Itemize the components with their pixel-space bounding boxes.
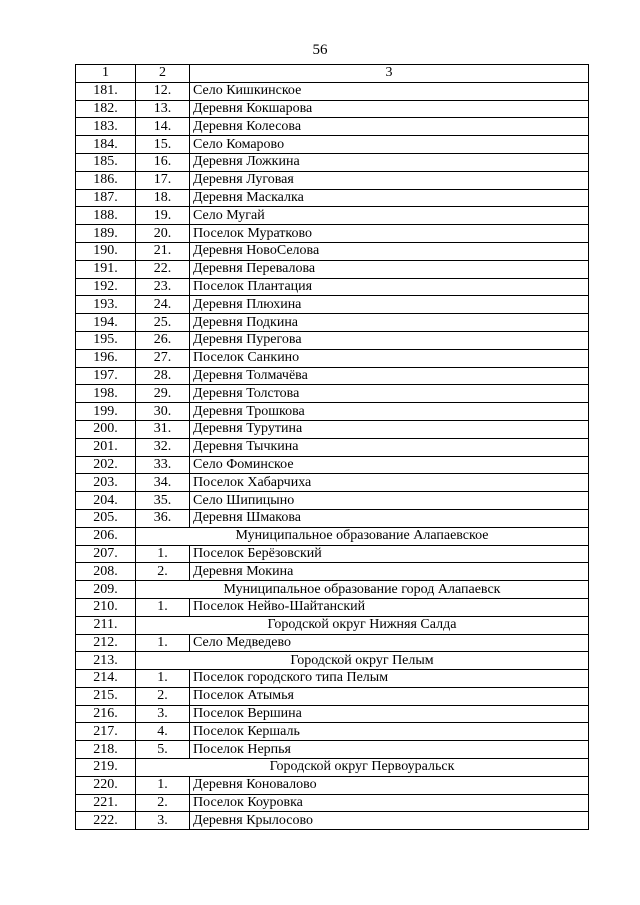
row-number-cell: 192. xyxy=(76,278,136,296)
row-number-cell: 221. xyxy=(76,794,136,812)
local-number-cell: 35. xyxy=(136,492,190,510)
local-number-cell: 32. xyxy=(136,438,190,456)
table-row xyxy=(76,634,589,652)
row-number-cell: 181. xyxy=(76,82,136,100)
local-number-cell: 1. xyxy=(136,776,190,794)
table-row xyxy=(76,136,589,154)
settlement-name-cell: Деревня Трошкова xyxy=(190,403,589,421)
section-row xyxy=(76,759,589,777)
local-number-cell: 1. xyxy=(136,545,190,563)
local-number-cell: 2. xyxy=(136,563,190,581)
row-number-cell: 193. xyxy=(76,296,136,314)
local-number-cell: 18. xyxy=(136,189,190,207)
local-number-cell: 22. xyxy=(136,260,190,278)
section-row xyxy=(76,527,589,545)
local-number-cell: 29. xyxy=(136,385,190,403)
settlement-name-cell: Деревня Кокшарова xyxy=(190,100,589,118)
local-number-cell: 15. xyxy=(136,136,190,154)
row-number-cell: 198. xyxy=(76,385,136,403)
row-number-cell: 203. xyxy=(76,474,136,492)
settlement-name-cell: Село Медведево xyxy=(190,634,589,652)
local-number-cell: 21. xyxy=(136,242,190,260)
row-number-cell: 219. xyxy=(76,759,136,777)
local-number-cell: 12. xyxy=(136,82,190,100)
table-row xyxy=(76,225,589,243)
settlement-name-cell: Деревня Мокина xyxy=(190,563,589,581)
local-number-cell: 27. xyxy=(136,349,190,367)
settlement-name-cell: Село Шипицыно xyxy=(190,492,589,510)
table-row xyxy=(76,367,589,385)
local-number-cell: 16. xyxy=(136,153,190,171)
local-number-cell: 26. xyxy=(136,331,190,349)
table-row xyxy=(76,670,589,688)
table-row xyxy=(76,474,589,492)
row-number-cell: 209. xyxy=(76,581,136,599)
settlement-name-cell: Поселок Атымья xyxy=(190,687,589,705)
local-number-cell: 19. xyxy=(136,207,190,225)
row-number-cell: 216. xyxy=(76,705,136,723)
local-number-cell: 4. xyxy=(136,723,190,741)
table-row xyxy=(76,812,589,830)
row-number-cell: 215. xyxy=(76,687,136,705)
settlement-name-cell: Поселок Коуровка xyxy=(190,794,589,812)
local-number-cell: 25. xyxy=(136,314,190,332)
row-number-cell: 201. xyxy=(76,438,136,456)
local-number-cell: 2. xyxy=(136,687,190,705)
table-row xyxy=(76,314,589,332)
local-number-cell: 34. xyxy=(136,474,190,492)
table-row xyxy=(76,545,589,563)
row-number-cell: 200. xyxy=(76,420,136,438)
table-row xyxy=(76,723,589,741)
section-row xyxy=(76,652,589,670)
settlement-name-cell: Поселок Кершаль xyxy=(190,723,589,741)
table-header xyxy=(76,65,589,83)
table-row xyxy=(76,207,589,225)
row-number-cell: 214. xyxy=(76,670,136,688)
row-number-cell: 206. xyxy=(76,527,136,545)
settlement-name-cell: Деревня Плюхина xyxy=(190,296,589,314)
settlement-name-cell: Село Комарово xyxy=(190,136,589,154)
settlement-name-cell: Поселок Хабарчиха xyxy=(190,474,589,492)
settlement-name-cell: Поселок Берёзовский xyxy=(190,545,589,563)
row-number-cell: 189. xyxy=(76,225,136,243)
section-title-cell: Городской округ Первоуральск xyxy=(136,759,589,777)
row-number-cell: 211. xyxy=(76,616,136,634)
row-number-cell: 182. xyxy=(76,100,136,118)
row-number-cell: 222. xyxy=(76,812,136,830)
row-number-cell: 220. xyxy=(76,776,136,794)
row-number-cell: 202. xyxy=(76,456,136,474)
settlement-name-cell: Поселок Вершина xyxy=(190,705,589,723)
local-number-cell: 1. xyxy=(136,598,190,616)
settlement-name-cell: Деревня Толмачёва xyxy=(190,367,589,385)
table-row xyxy=(76,794,589,812)
settlement-name-cell: Село Мугай xyxy=(190,207,589,225)
local-number-cell: 28. xyxy=(136,367,190,385)
row-number-cell: 183. xyxy=(76,118,136,136)
table-body xyxy=(76,82,589,829)
settlement-name-cell: Поселок Плантация xyxy=(190,278,589,296)
row-number-cell: 204. xyxy=(76,492,136,510)
settlement-name-cell: Поселок Нерпья xyxy=(190,741,589,759)
settlement-name-cell: Деревня Перевалова xyxy=(190,260,589,278)
local-number-cell: 1. xyxy=(136,634,190,652)
table-row xyxy=(76,349,589,367)
local-number-cell: 33. xyxy=(136,456,190,474)
settlement-name-cell: Деревня Пурегова xyxy=(190,331,589,349)
row-number-cell: 184. xyxy=(76,136,136,154)
row-number-cell: 196. xyxy=(76,349,136,367)
local-number-cell: 20. xyxy=(136,225,190,243)
page-number: 56 xyxy=(312,42,328,58)
row-number-cell: 208. xyxy=(76,563,136,581)
settlement-name-cell: Деревня Маскалка xyxy=(190,189,589,207)
local-number-cell: 3. xyxy=(136,705,190,723)
table-row xyxy=(76,776,589,794)
local-number-cell: 13. xyxy=(136,100,190,118)
table-row xyxy=(76,385,589,403)
settlement-name-cell: Деревня Шмакова xyxy=(190,509,589,527)
settlement-name-cell: Село Кишкинское xyxy=(190,82,589,100)
row-number-cell: 190. xyxy=(76,242,136,260)
section-row xyxy=(76,616,589,634)
table-row xyxy=(76,82,589,100)
row-number-cell: 185. xyxy=(76,153,136,171)
section-title-cell: Муниципальное образование город Алапаевск xyxy=(136,581,589,599)
table-row xyxy=(76,509,589,527)
settlement-name-cell: Поселок Нейво-Шайтанский xyxy=(190,598,589,616)
local-number-cell: 23. xyxy=(136,278,190,296)
settlement-name-cell: Деревня Тычкина xyxy=(190,438,589,456)
table-row xyxy=(76,118,589,136)
table-row xyxy=(76,189,589,207)
settlement-name-cell: Деревня Крылосово xyxy=(190,812,589,830)
local-number-cell: 31. xyxy=(136,420,190,438)
row-number-cell: 207. xyxy=(76,545,136,563)
settlement-name-cell: Поселок городского типа Пелым xyxy=(190,670,589,688)
row-number-cell: 194. xyxy=(76,314,136,332)
settlement-name-cell: Деревня Подкина xyxy=(190,314,589,332)
table-row xyxy=(76,492,589,510)
table-row xyxy=(76,563,589,581)
settlement-name-cell: Деревня Ложкина xyxy=(190,153,589,171)
row-number-cell: 197. xyxy=(76,367,136,385)
table-row xyxy=(76,598,589,616)
section-title-cell: Городской округ Нижняя Салда xyxy=(136,616,589,634)
row-number-cell: 187. xyxy=(76,189,136,207)
row-number-cell: 212. xyxy=(76,634,136,652)
column-header-3: 3 xyxy=(190,65,589,83)
settlement-name-cell: Деревня Турутина xyxy=(190,420,589,438)
table-row xyxy=(76,687,589,705)
settlement-name-cell: Деревня НовоСелова xyxy=(190,242,589,260)
row-number-cell: 195. xyxy=(76,331,136,349)
section-row xyxy=(76,581,589,599)
table-row xyxy=(76,741,589,759)
table-row xyxy=(76,403,589,421)
settlement-name-cell: Деревня Луговая xyxy=(190,171,589,189)
settlement-name-cell: Деревня Колесова xyxy=(190,118,589,136)
local-number-cell: 1. xyxy=(136,670,190,688)
row-number-cell: 217. xyxy=(76,723,136,741)
local-number-cell: 17. xyxy=(136,171,190,189)
settlement-name-cell: Поселок Муратково xyxy=(190,225,589,243)
table-row xyxy=(76,420,589,438)
row-number-cell: 191. xyxy=(76,260,136,278)
row-number-cell: 188. xyxy=(76,207,136,225)
local-number-cell: 2. xyxy=(136,794,190,812)
settlement-name-cell: Деревня Коновалово xyxy=(190,776,589,794)
table-row xyxy=(76,242,589,260)
row-number-cell: 218. xyxy=(76,741,136,759)
local-number-cell: 3. xyxy=(136,812,190,830)
section-title-cell: Муниципальное образование Алапаевское xyxy=(136,527,589,545)
table-row xyxy=(76,296,589,314)
local-number-cell: 5. xyxy=(136,741,190,759)
local-number-cell: 14. xyxy=(136,118,190,136)
table-row xyxy=(76,331,589,349)
row-number-cell: 186. xyxy=(76,171,136,189)
row-number-cell: 199. xyxy=(76,403,136,421)
table-row xyxy=(76,456,589,474)
local-number-cell: 30. xyxy=(136,403,190,421)
settlements-table xyxy=(75,64,589,830)
table-row xyxy=(76,278,589,296)
row-number-cell: 205. xyxy=(76,509,136,527)
table-row xyxy=(76,260,589,278)
settlement-name-cell: Деревня Толстова xyxy=(190,385,589,403)
row-number-cell: 210. xyxy=(76,598,136,616)
row-number-cell: 213. xyxy=(76,652,136,670)
section-title-cell: Городской округ Пелым xyxy=(136,652,589,670)
table-row xyxy=(76,171,589,189)
local-number-cell: 36. xyxy=(136,509,190,527)
table-row xyxy=(76,438,589,456)
local-number-cell: 24. xyxy=(136,296,190,314)
column-header-1: 1 xyxy=(76,65,136,83)
table-row xyxy=(76,153,589,171)
settlement-name-cell: Село Фоминское xyxy=(190,456,589,474)
table-row xyxy=(76,705,589,723)
table-row xyxy=(76,100,589,118)
header-row xyxy=(76,65,589,83)
settlement-name-cell: Поселок Санкино xyxy=(190,349,589,367)
column-header-2: 2 xyxy=(136,65,190,83)
